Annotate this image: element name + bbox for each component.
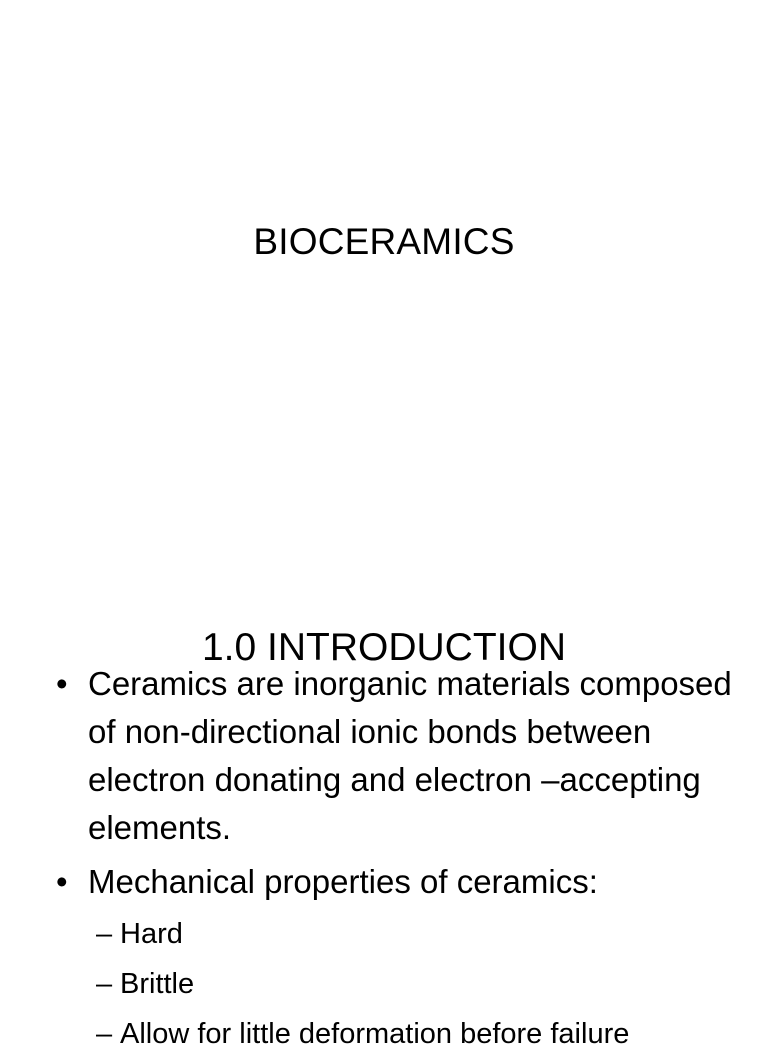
bullet-item [56,858,736,906]
bullet-text: Mechanical properties of ceramics: [88,863,598,900]
bullet-item [56,660,736,852]
sub-bullet-item [96,964,756,1004]
bullet-text: Ceramics are inorganic materials composed of non-directional ionic bonds between electron donating and electron –accepting elements. [88,665,732,846]
bullet-list [0,660,768,1050]
sub-bullet-item [96,914,756,954]
slide-title: 1.0 INTRODUCTION [201,626,567,669]
sub-bullet-text: Hard [120,918,183,950]
bullet-marker: • [56,665,68,702]
slide-title: BIOCERAMICS [253,221,515,262]
sub-bullet-text: Allow for little deformation before failure [120,1018,630,1050]
sub-bullet-marker: – [96,918,113,950]
sub-bullet-marker: – [96,1018,113,1050]
bullet-marker: • [56,863,68,900]
sub-bullet-marker: – [96,968,113,1000]
sub-bullet-text: Brittle [120,968,195,1000]
sub-bullet-item [96,1014,756,1054]
